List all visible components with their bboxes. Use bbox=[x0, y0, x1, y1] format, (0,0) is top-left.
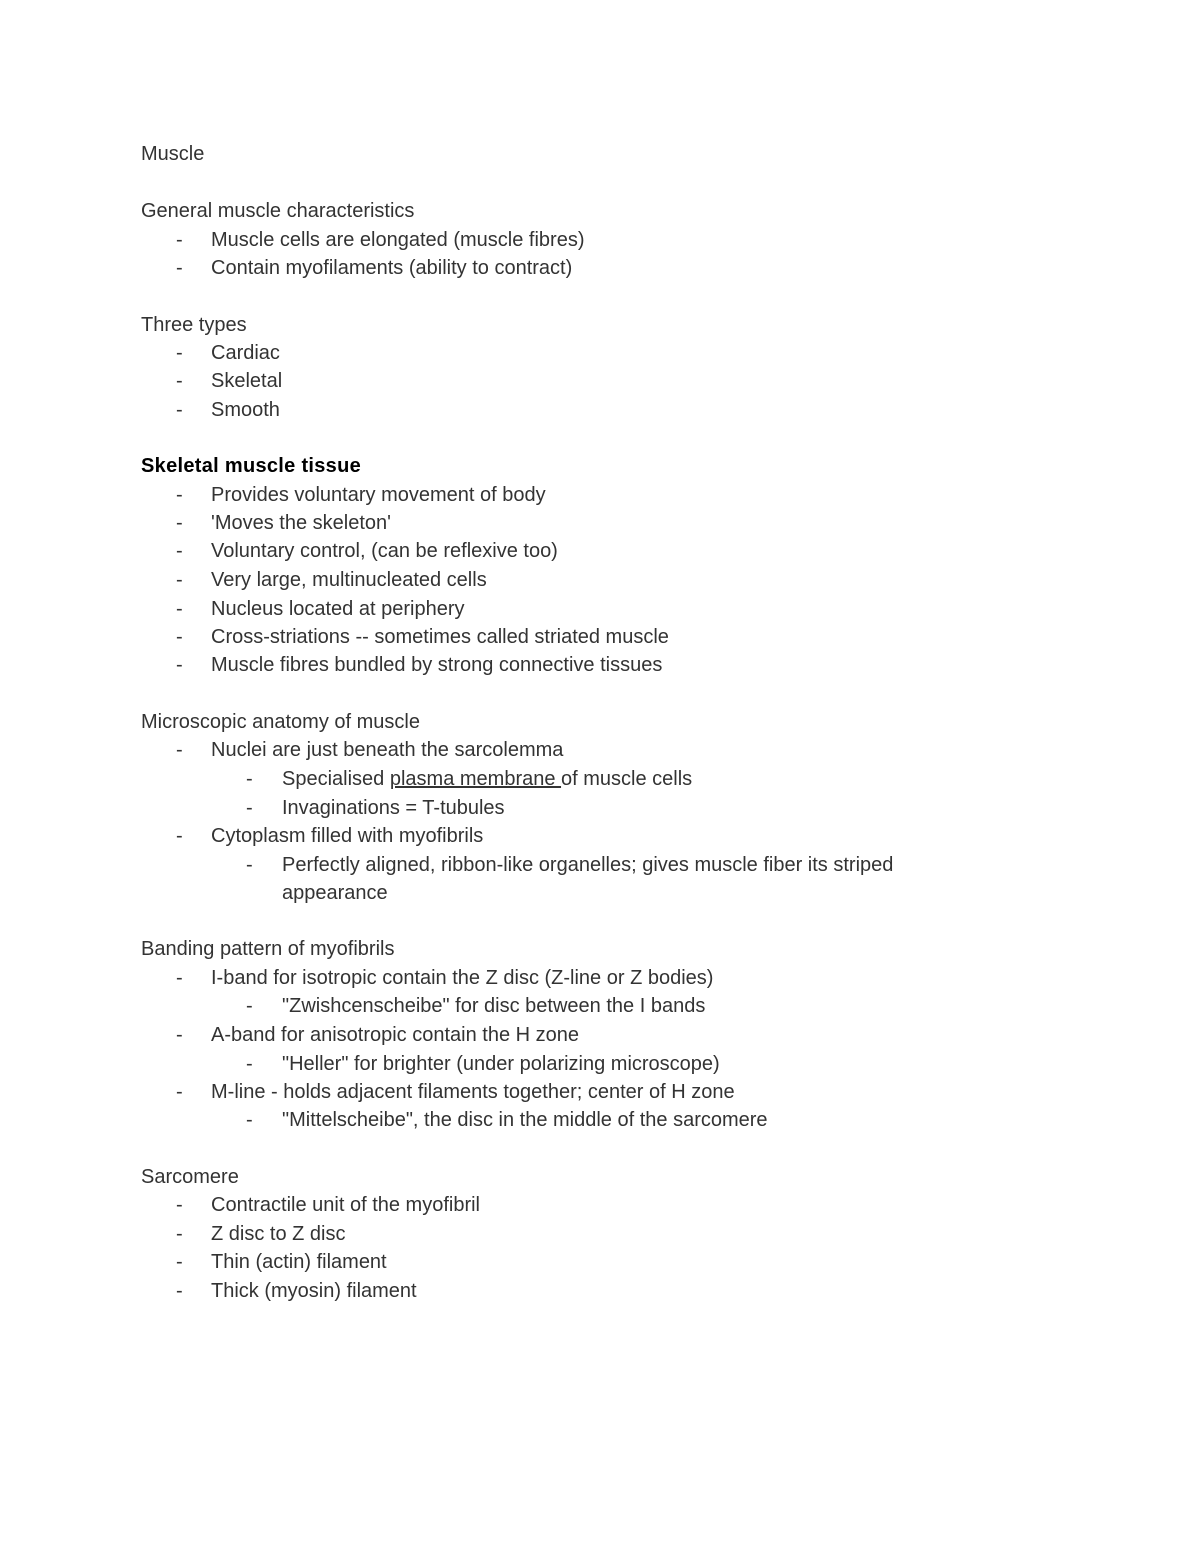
list-item: Nuclei are just beneath the sarcolemma bbox=[211, 739, 564, 761]
bullet-dash: - bbox=[176, 1251, 183, 1273]
list-item: Nucleus located at periphery bbox=[211, 598, 465, 620]
list-item: Muscle fibres bundled by strong connective tissues bbox=[211, 654, 663, 676]
bullet-dash: - bbox=[176, 370, 183, 392]
sub-bullet-dash: - bbox=[246, 1109, 253, 1131]
section-heading-microscopic: Microscopic anatomy of muscle bbox=[141, 711, 420, 733]
list-item: Cardiac bbox=[211, 342, 280, 364]
section-heading-general: General muscle characteristics bbox=[141, 200, 415, 222]
list-item: Contain myofilaments (ability to contract) bbox=[211, 257, 573, 279]
list-item: I-band for isotropic contain the Z disc (Z-line or Z bodies) bbox=[211, 967, 714, 989]
bullet-dash: - bbox=[176, 569, 183, 591]
bullet-dash: - bbox=[176, 825, 183, 847]
bullet-dash: - bbox=[176, 257, 183, 279]
sub-list-item: "Mittelscheibe", the disc in the middle of the sarcomere bbox=[282, 1109, 768, 1131]
list-item: 'Moves the skeleton' bbox=[211, 512, 391, 534]
list-item: Very large, multinucleated cells bbox=[211, 569, 487, 591]
sub-list-item: "Zwishcenscheibe" for disc between the I bands bbox=[282, 995, 706, 1017]
bullet-dash: - bbox=[176, 739, 183, 761]
bullet-dash: - bbox=[176, 598, 183, 620]
sub-bullet-dash: - bbox=[246, 768, 253, 790]
section-heading-skeletal: Skeletal muscle tissue bbox=[141, 455, 362, 477]
bullet-dash: - bbox=[176, 967, 183, 989]
sub-list-item bbox=[282, 765, 692, 793]
section-heading-types: Three types bbox=[141, 314, 247, 336]
list-item: Smooth bbox=[211, 399, 280, 421]
sub-item-text: Specialised bbox=[282, 768, 390, 790]
section-heading-sarcomere: Sarcomere bbox=[141, 1166, 239, 1188]
bullet-dash: - bbox=[176, 654, 183, 676]
bullet-dash: - bbox=[176, 229, 183, 251]
bullet-dash: - bbox=[176, 1280, 183, 1302]
section-heading-banding: Banding pattern of myofibrils bbox=[141, 938, 395, 960]
sub-list-item: "Heller" for brighter (under polarizing microscope) bbox=[282, 1053, 720, 1075]
list-item: A-band for anisotropic contain the H zone bbox=[211, 1024, 579, 1046]
list-item: Cytoplasm filled with myofibrils bbox=[211, 825, 484, 847]
list-item: Provides voluntary movement of body bbox=[211, 484, 546, 506]
bullet-dash: - bbox=[176, 626, 183, 648]
list-item: Thin (actin) filament bbox=[211, 1251, 387, 1273]
sub-bullet-dash: - bbox=[246, 854, 253, 876]
document-title: Muscle bbox=[141, 143, 205, 165]
list-item: Contractile unit of the myofibril bbox=[211, 1194, 481, 1216]
bullet-dash: - bbox=[176, 1223, 183, 1245]
bullet-dash: - bbox=[176, 484, 183, 506]
bullet-dash: - bbox=[176, 342, 183, 364]
list-item: Cross-striations -- sometimes called striated muscle bbox=[211, 626, 669, 648]
list-item: Thick (myosin) filament bbox=[211, 1280, 417, 1302]
bullet-dash: - bbox=[176, 1024, 183, 1046]
sub-bullet-dash: - bbox=[246, 995, 253, 1017]
bullet-dash: - bbox=[176, 1194, 183, 1216]
list-item: Voluntary control, (can be reflexive too) bbox=[211, 540, 558, 562]
sub-list-item: Invaginations = T-tubules bbox=[282, 797, 505, 819]
list-item: Muscle cells are elongated (muscle fibres) bbox=[211, 229, 585, 251]
sub-list-item-continuation: appearance bbox=[282, 882, 388, 904]
bullet-dash: - bbox=[176, 1081, 183, 1103]
sub-item-text: of muscle cells bbox=[561, 768, 693, 790]
sub-list-item: Perfectly aligned, ribbon-like organelles; gives muscle fiber its striped bbox=[282, 854, 894, 876]
list-item: M-line - holds adjacent filaments together; center of H zone bbox=[211, 1081, 735, 1103]
list-item: Skeletal bbox=[211, 370, 283, 392]
sub-bullet-dash: - bbox=[246, 797, 253, 819]
bullet-dash: - bbox=[176, 399, 183, 421]
bullet-dash: - bbox=[176, 512, 183, 534]
bullet-dash: - bbox=[176, 540, 183, 562]
sub-bullet-dash: - bbox=[246, 1053, 253, 1075]
underlined-term: plasma membrane bbox=[389, 768, 562, 790]
list-item: Z disc to Z disc bbox=[211, 1223, 346, 1245]
